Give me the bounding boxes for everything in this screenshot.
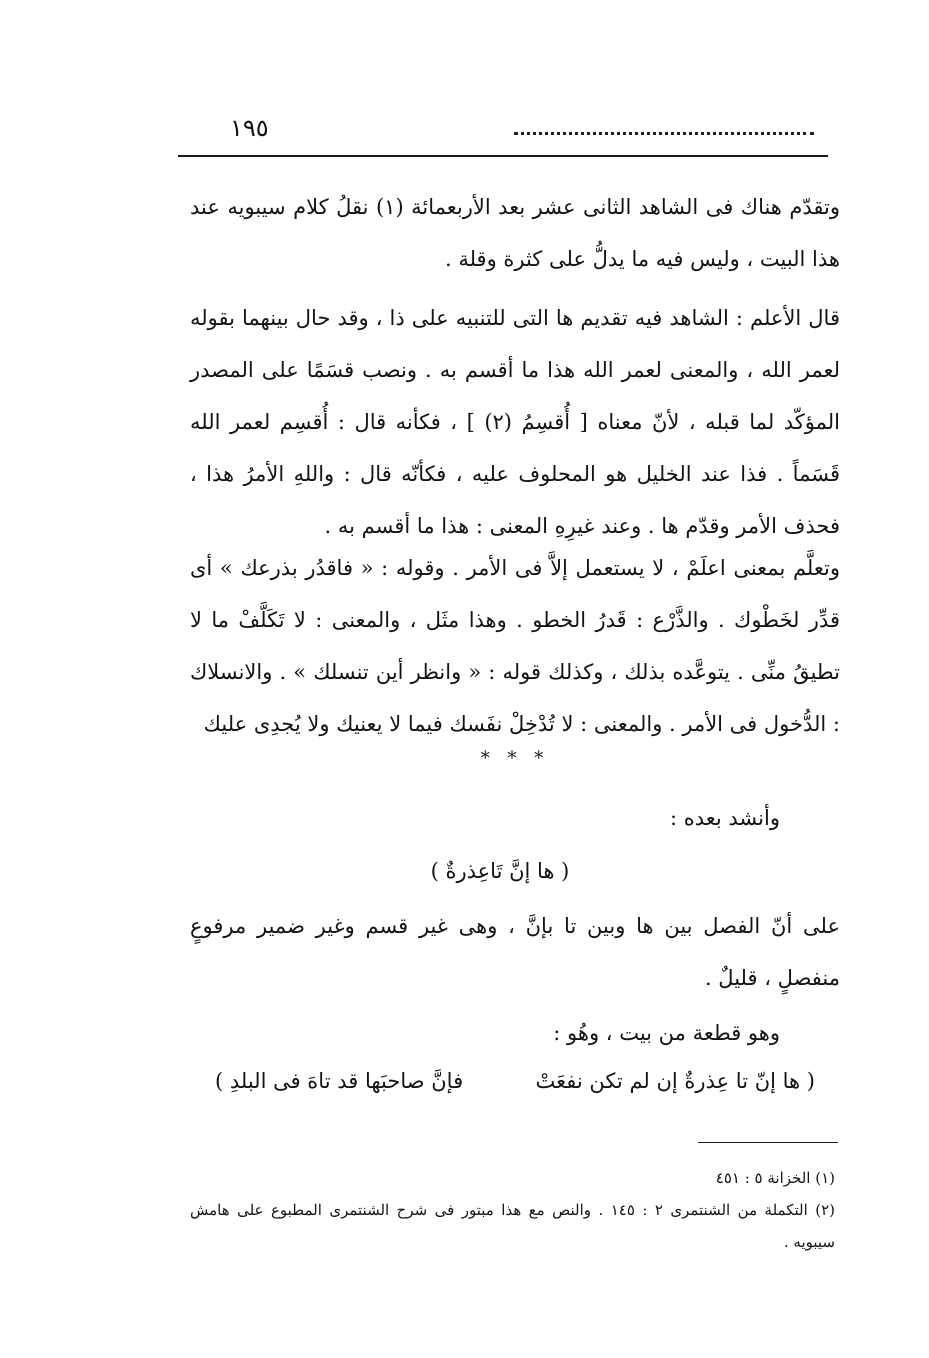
paragraph-2 xyxy=(190,292,840,552)
anshad-line: وأنشد بعده : xyxy=(669,806,780,830)
verse-hemistich-first: ( ها إنّ تا عِذرةٌ إن لم تكن نفعَتْ xyxy=(535,1069,815,1093)
paragraph-4-text: على أنّ الفصل بين ها وبين تا بإنَّ ، وهى غير قسم وغير ضمير مرفوعٍ منفصلٍ ، قليلٌ . xyxy=(190,914,840,990)
section-separator: * * * xyxy=(480,748,550,769)
footnote-rule xyxy=(698,1142,838,1143)
footnote-2: (٢) التكملة من الشنتمرى ٢ : ١٤٥ . والنص مع هذا مبتور فى شرح الشنتمرى المطبوع على هامش سيبويه . xyxy=(190,1201,835,1251)
paragraph-2-text: قال الأعلم : الشاهد فيه تقديم ها التى للتنبيه على ذا ، وقد حال بينهما بقوله لعمر الله ، والمعنى لعمر الله هذا ما أقسم به . ونصب قسَمًا على المصدر المؤكّد لما قبله ، لأنّ معناه [ أُقسِمُ (٢) ] ، فكأنه قال : أُقسِم لعمر الله قَسَماً . فذا عند الخليل هو المحلوف عليه ، فكأنّه قال : واللهِ الأمرُ هذا ، فحذف الأمر وقدّم ها . وعند غيرِهِ المعنى : هذا ما أقسم به . xyxy=(190,306,840,538)
footnotes xyxy=(190,1162,835,1258)
paragraph-3-text: وتعلَّم بمعنى اعلَمْ ، لا يستعمل إلاَّ فى الأمر . وقوله : « فاقدُر بذرعك » أى قدِّر لخَطْوك . والذَّرْع : قَدرُ الخطو . وهذا مثَل ، والمعنى : لا تَكَلَّفْ ما لا تطيقُ منِّى . يتوعَّده بذلك ، وكذلك قوله : « وانظر أين تنسلك » . والانسلاك : الدُّخول فى الأمر . والمعنى : لا تُدْخِلْ نفَسك فيما لا يعنيك ولا يُجدِى عليك xyxy=(190,556,840,736)
verse-intro: وهو قطعة من بيت ، وهُو : xyxy=(553,1021,780,1045)
paragraph-3 xyxy=(190,542,840,750)
verse-hemistich-second: فإنَّ صاحبَها قد تاهَ فى البلدِ ) xyxy=(215,1069,464,1093)
paragraph-1 xyxy=(190,181,840,285)
footnote-1: (١) الخزانة ٥ : ٤٥١ xyxy=(715,1169,835,1187)
page-number: ١٩٥ xyxy=(230,114,269,142)
shahid-quote: ( ها إنَّ تَاعِذرةٌ ) xyxy=(430,859,570,883)
page-header xyxy=(178,112,828,152)
header-dotted-line xyxy=(514,128,814,135)
header-rule xyxy=(178,155,828,157)
verse-line xyxy=(215,1058,815,1104)
paragraph-1-text: وتقدّم هناك فى الشاهد الثانى عشر بعد الأربعمائة (١) نقلُ كلام سيبويه عند هذا البيت ، وليس فيه ما يدلُّ على كثرة وقلة . xyxy=(190,195,840,271)
paragraph-4 xyxy=(190,900,840,1004)
